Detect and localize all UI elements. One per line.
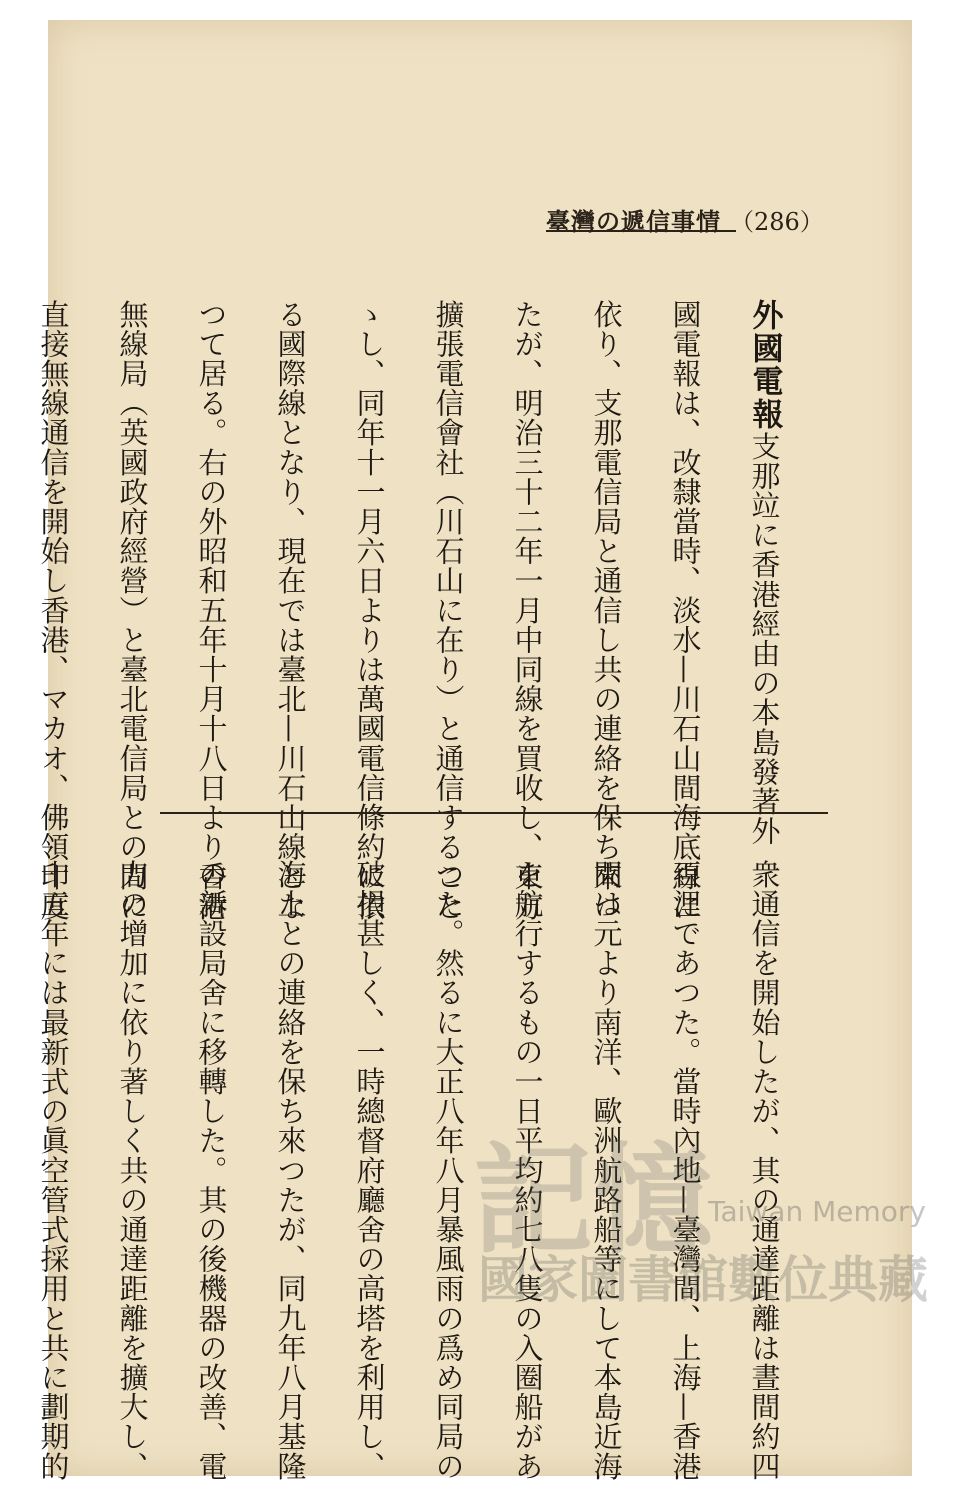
upper-line-4: たが、明治三十二年一月中同線を買收し、東方 <box>510 299 545 921</box>
upper-line-3: 依り、支那電信局と通信し共の連絡を保ち來つ <box>589 299 624 921</box>
upper-line-6: ゝし、同年十一月六日よりは萬國電信條約に依 <box>352 299 387 921</box>
lower-line-1: 衆通信を開始したが、其の通達距離は晝間約四 <box>747 859 782 1481</box>
upper-line-2: 國電報は、改隸當時、淡水—川石山間海底線に <box>668 299 703 921</box>
header-rule <box>546 230 736 232</box>
watermark-logo-text: 記憶 <box>473 1130 713 1271</box>
running-title: 臺灣の遞信事情 <box>546 207 721 236</box>
watermark-chinese: 國家圖書館數位典藏 <box>478 1251 928 1309</box>
section-heading-foreign-telegram: 外國電報 <box>746 299 783 432</box>
lower-line-10: 十五年には最新式の眞空管式採用と共に劃期的 <box>36 859 71 1481</box>
lower-line-4: を航行するもの一日平均約七八隻の入圈船があ <box>510 859 545 1481</box>
upper-line-10: 直接無線通信を開始し香港、マカオ、佛領印度 <box>36 299 71 921</box>
watermark-english: Taiwan Memory <box>708 1195 926 1228</box>
page-header <box>546 200 824 240</box>
lower-line-3: 間は元より南洋、歐洲航路船等にして本島近海 <box>589 859 624 1481</box>
lower-line-7: 海上との連絡を保ち來つたが、同九年八月基隆 <box>273 859 308 1481</box>
book-page <box>36 20 928 1481</box>
upper-line-7: る國際線となり、現在では臺北—川石山線とな <box>273 299 308 921</box>
library-watermark <box>473 1105 953 1405</box>
lower-line-9: 力の增加に依り著しく共の通達距離を擴大し、 <box>115 859 150 1481</box>
page-number: （286） <box>730 208 824 236</box>
section-divider <box>160 812 828 814</box>
lower-line-2: 百浬であつた。當時內地—臺灣間、上海—香港 <box>668 859 703 1481</box>
upper-line-9: 無線局（英國政府經營）と臺北電信局との間に <box>115 299 150 921</box>
lower-line-6: 破損甚しく、一時總督府廳舍の高塔を利用し、 <box>352 859 387 1481</box>
upper-line-1: 支那竝に香港經由の本島發著外 <box>747 431 782 846</box>
lower-line-8: の新設局舍に移轉した。其の後機器の改善、電 <box>194 859 229 1481</box>
upper-text-block <box>36 260 823 921</box>
upper-line-8: つて居る。右の外昭和五年十月十八日より香港 <box>194 299 229 921</box>
upper-line-5: 擴張電信會社（川石山に在り）と通信すること <box>431 299 466 921</box>
lower-line-5: つた。然るに大正八年八月暴風雨の爲め同局の <box>431 859 466 1481</box>
